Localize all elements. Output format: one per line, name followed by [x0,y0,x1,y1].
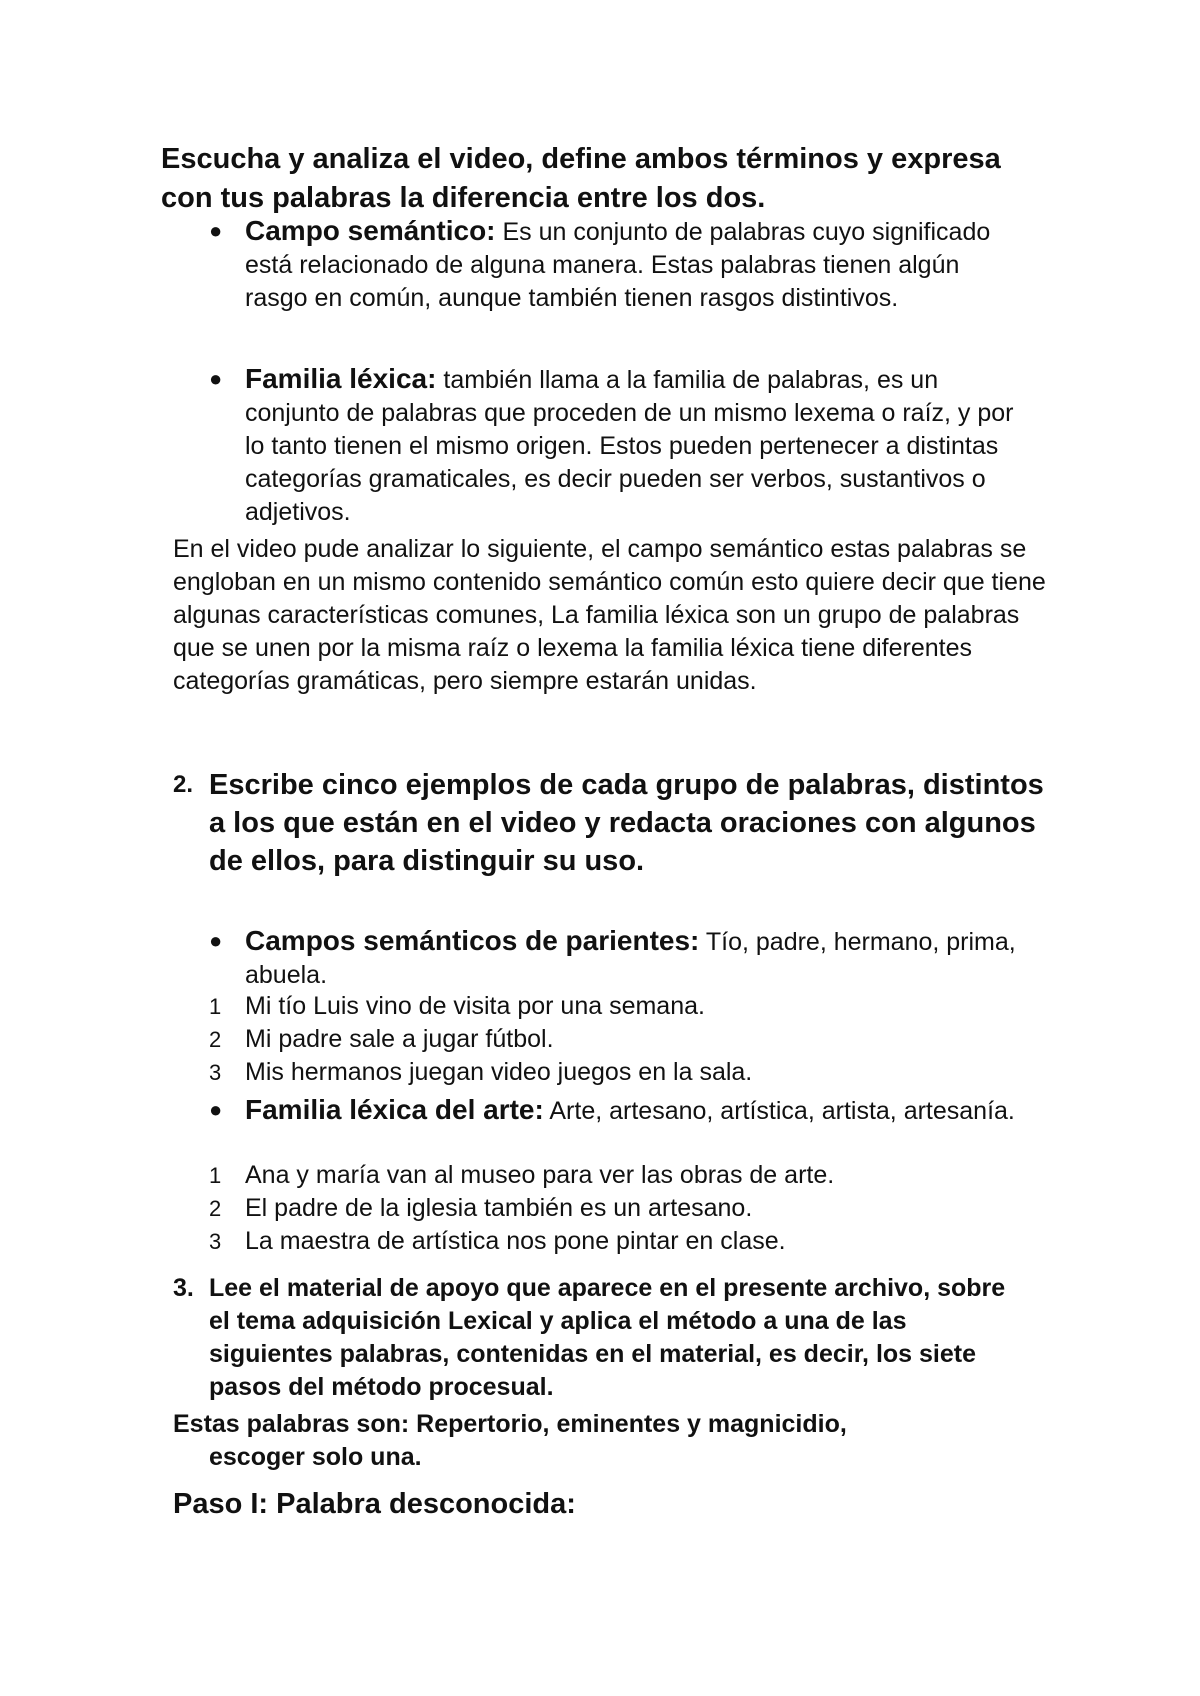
analysis-paragraph: En el video pude analizar lo siguiente, el campo semántico estas palabras se engloban en un mismo contenido semántico común esto quiere decir que tiene algunas características comunes, La familia léxica son un grupo de palabras que se unen por la misma raíz o lexema la familia léxica tiene diferentes categorías gramáticas, pero siempre estarán unidas. [173,535,1046,695]
definition-text: también llama a la familia de palabras, es un conjunto de palabras que proceden de un mismo lexema o raíz, y por lo tanto tienen el mismo origen. Estos pueden pertenecer a distintas categorías gramaticales, es decir pueden ser verbos, sustantivos o adjetivos. [245,366,1014,526]
sentence-text: Ana y maría van al museo para ver las obras de arte. [245,1161,835,1189]
sentence-text: La maestra de artística nos pone pintar en clase. [245,1227,786,1255]
bullet-icon: ● [209,366,223,391]
bullet-icon: ● [209,928,223,953]
definition-familia-lexica [209,362,1025,529]
note-line-2: escoger solo una. [209,1443,422,1471]
sentence-text: El padre de la iglesia también es un artesano. [245,1194,753,1222]
section-text: Lee el material de apoyo que aparece en el presente archivo, sobre el tema adquisición Lexical y aplica el método a una de las siguientes palabras, contenidas en el material, es decir, los siete pasos del método procesual. [209,1274,1006,1401]
definition-text: Es un conjunto de palabras cuyo significado está relacionado de alguna manera. Estas palabras tienen algún rasgo en común, aunque también tienen rasgos distintivos. [245,218,991,312]
sentence-text: Mi tío Luis vino de visita por una semana. [245,992,705,1020]
bullet-icon: ● [209,1097,223,1122]
section-number: 2. [173,771,194,798]
example-sentence [209,1159,1025,1192]
step-1-heading: Paso I: Palabra desconocida: [173,1488,576,1520]
group-term: Familia léxica del arte: [245,1094,544,1125]
definition-term: Familia léxica: [245,363,437,394]
sentence-number: 1 [209,1163,222,1188]
group-term: Campos semánticos de parientes: [245,925,700,956]
definition-term: Campo semántico: [245,215,496,246]
sentence-number: 3 [209,1060,222,1085]
example-sentence [209,1192,1025,1225]
example-sentence [209,1056,1025,1089]
group-text: Arte, artesano, artística, artista, artesanía. [543,1097,1015,1125]
example-sentence [209,1023,1025,1056]
section-3-heading [173,1272,1013,1404]
sentence-number: 3 [209,1229,222,1254]
group-campos-semanticos [209,924,1025,992]
bullet-icon: ● [209,218,223,243]
sentence-text: Mis hermanos juegan video juegos en la sala. [245,1058,753,1086]
sentence-text: Mi padre sale a jugar fútbol. [245,1025,554,1053]
example-sentence [209,1225,1025,1258]
example-sentence [209,990,1025,1023]
word-choice-note [173,1408,1013,1474]
sentence-number: 2 [209,1027,222,1052]
section-number: 3. [173,1274,194,1302]
group-text: Tío, padre, hermano, prima, abuela. [245,928,1016,989]
sentence-number: 1 [209,994,222,1019]
sentence-number: 2 [209,1196,222,1221]
note-line-1: Estas palabras son: Repertorio, eminentes y magnicidio, [173,1410,847,1438]
section-text: Escribe cinco ejemplos de cada grupo de palabras, distintos a los que están en el video y redacta oraciones con algunos de ellos, para distinguir su uso. [209,769,1044,877]
group-familia-lexica [209,1093,1025,1128]
section-2-heading [173,766,1053,880]
definition-campo-semantico [209,214,1025,315]
document-heading: Escucha y analiza el video, define ambos términos y expresa con tus palabras la diferencia entre los dos. [161,143,1001,214]
